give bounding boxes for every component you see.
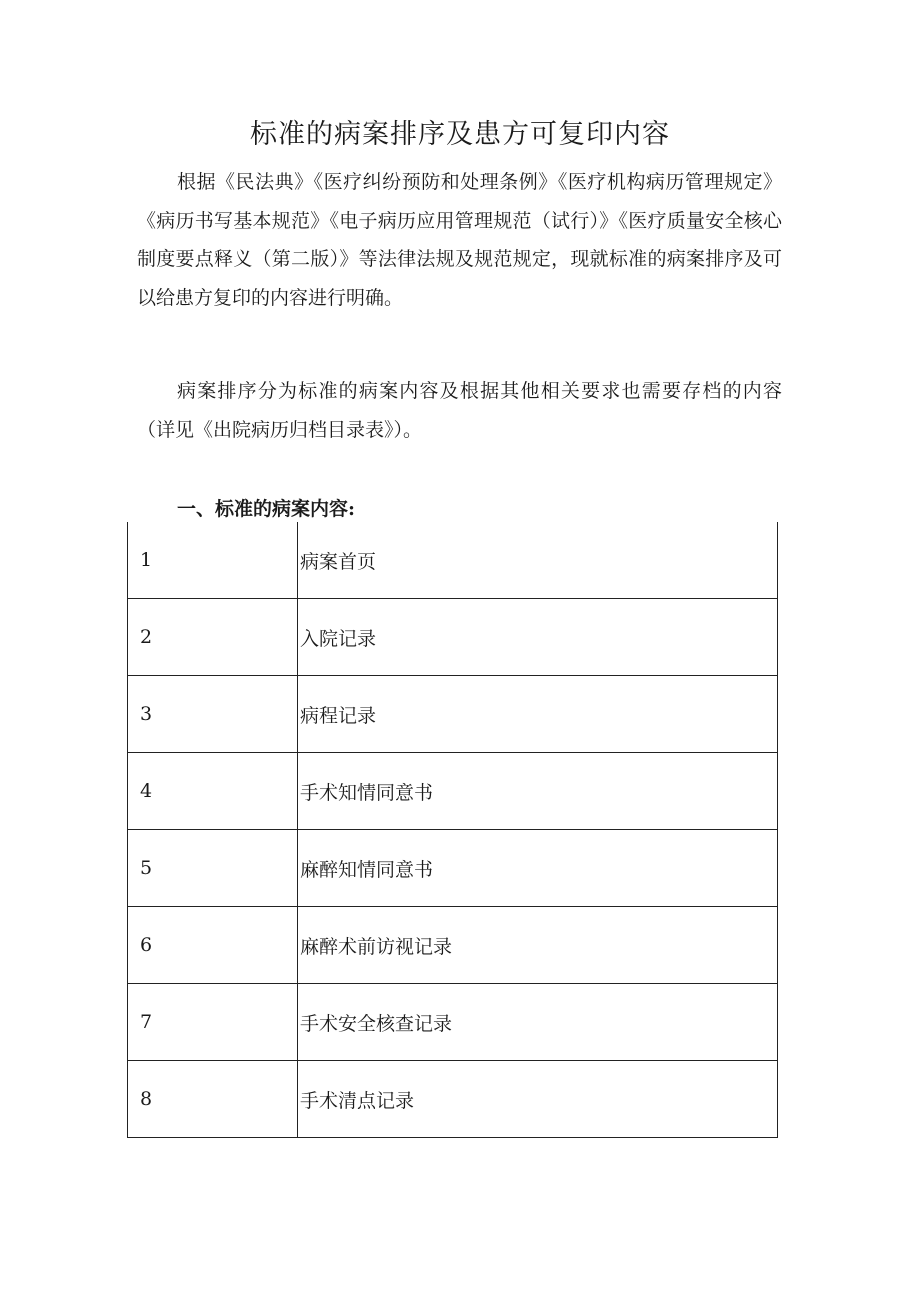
table-row	[128, 830, 778, 907]
row-number: 4	[128, 753, 298, 830]
intro-paragraph: 根据《民法典》《医疗纠纷预防和处理条例》《医疗机构病历管理规定》《病历书写基本规范》《电子病历应用管理规范（试行）》《医疗质量安全核心制度要点释义（第二版）》等法律法规及规范规定，现就标准的病案排序及可以给患方复印的内容进行明确。	[137, 171, 782, 309]
row-number: 5	[128, 830, 298, 907]
table-row	[128, 522, 778, 599]
document-title: 标准的病案排序及患方可复印内容	[250, 119, 670, 150]
row-number: 1	[128, 522, 298, 599]
row-name: 病案首页	[298, 522, 778, 599]
row-name: 麻醉知情同意书	[298, 830, 778, 907]
row-name: 入院记录	[298, 599, 778, 676]
table-row	[128, 599, 778, 676]
row-number: 7	[128, 984, 298, 1061]
section-heading: 一、标准的病案内容:	[177, 498, 356, 520]
table-row	[128, 907, 778, 984]
table-row	[128, 676, 778, 753]
sorting-paragraph: 病案排序分为标准的病案内容及根据其他相关要求也需要存档的内容（详见《出院病历归档目录表》）。	[137, 380, 782, 441]
row-name: 病程记录	[298, 676, 778, 753]
table-row	[128, 1061, 778, 1138]
row-number: 3	[128, 676, 298, 753]
row-number: 6	[128, 907, 298, 984]
table-row	[128, 984, 778, 1061]
row-name: 手术安全核查记录	[298, 984, 778, 1061]
row-name: 手术清点记录	[298, 1061, 778, 1138]
table-row	[128, 753, 778, 830]
row-name: 麻醉术前访视记录	[298, 907, 778, 984]
content-table	[127, 522, 778, 1138]
row-number: 8	[128, 1061, 298, 1138]
row-number: 2	[128, 599, 298, 676]
row-name: 手术知情同意书	[298, 753, 778, 830]
